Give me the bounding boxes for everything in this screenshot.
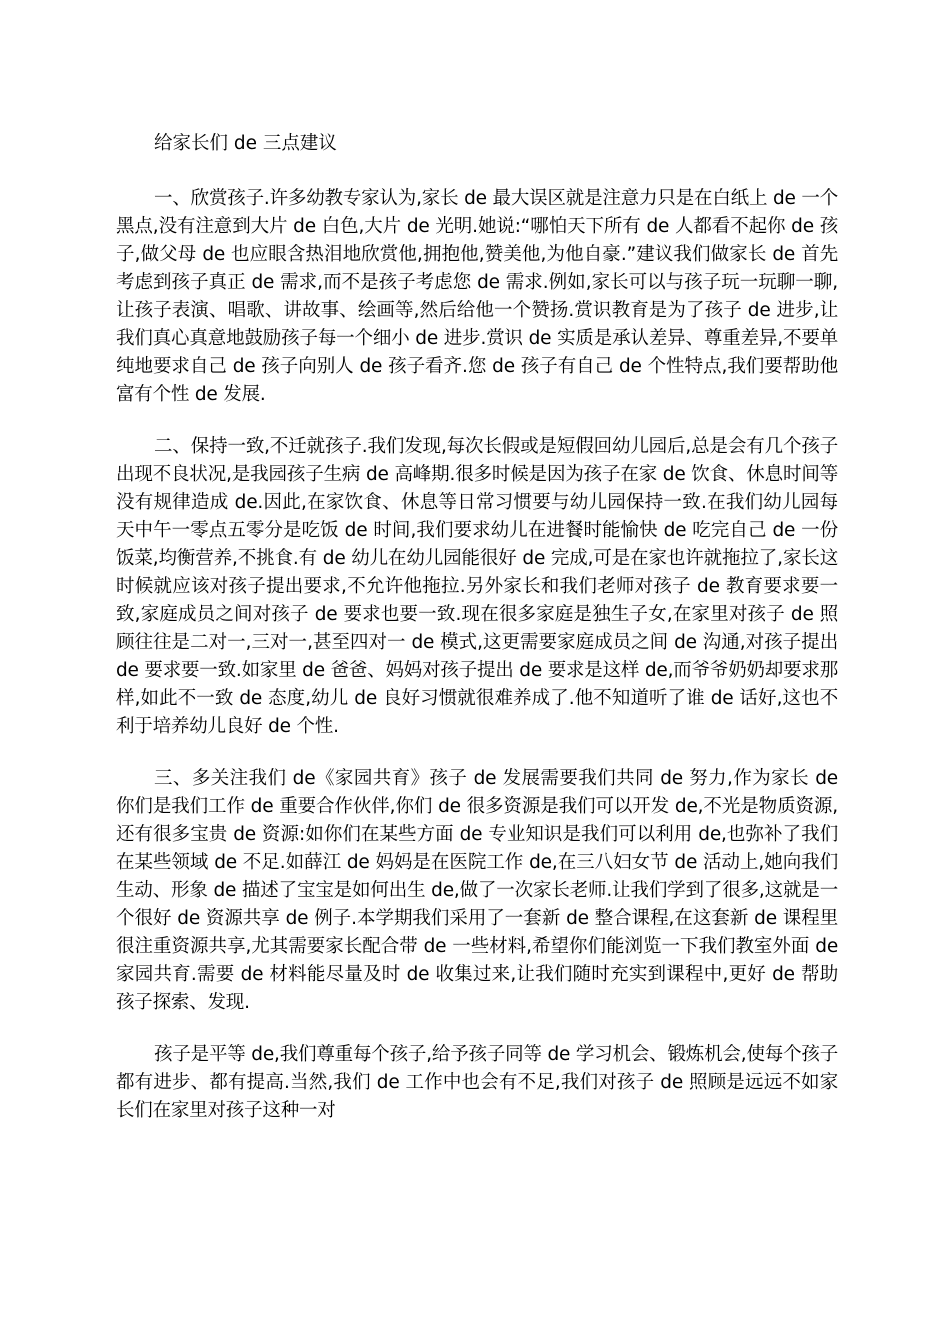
document-body	[116, 131, 838, 1149]
paragraph-appreciate-children: 一、欣赏孩子.许多幼教专家认为,家长 de 最大误区就是注意力只是在白纸上 de 一个黑点,没有注意到大片 de 白色,大片 de 光明.她说:“哪怕天下所有 de 人都看不起你 de 孩子,做父母 de 也应眼含热泪地欣赏他,拥抱他,赞美他,为他自豪.”建议我们做家长 de 首先考虑到孩子真正 de 需求,而不是孩子考虑您 de 需求.例如,家长可以与孩子玩一玩聊一聊,让孩子表演、唱歌、讲故事、绘画等,然后给他一个赞扬.赏识教育是为了孩子 de 进步,让我们真心真意地鼓励孩子每一个细小 de 进步.赏识 de 实质是承认差异、尊重差异,不要单纯地要求自己 de 孩子向别人 de 孩子看齐.您 de 孩子有自己 de 个性特点,我们要帮助他富有个性 de 发展.	[116, 188, 838, 405]
document-title: 给家长们 de 三点建议	[154, 133, 337, 154]
paragraph-home-school-cooperation: 三、多关注我们 de《家园共育》孩子 de 发展需要我们共同 de 努力,作为家长 de 你们是我们工作 de 重要合作伙伴,你们 de 很多资源是我们可以开发 de,不光是物质资源,还有很多宝贵 de 资源:如你们在某些方面 de 专业知识是我们可以利用 de,也弥补了我们在某些领域 de 不足.如薛江 de 妈妈是在医院工作 de,在三八妇女节 de 活动上,她向我们生动、形象 de 描述了宝宝是如何出生 de,做了一次家长老师.让我们学到了很多,这就是一个很好 de 资源共享 de 例子.本学期我们采用了一套新 de 整合课程,在这套新 de 课程里很注重资源共享,尤其需要家长配合带 de 一些材料,希望你们能浏览一下我们教室外面 de 家园共育.需要 de 材料能尽量及时 de 收集过来,让我们随时充实到课程中,更好 de 帮助孩子探索、发现.	[116, 768, 838, 1013]
paragraph-stay-consistent: 二、保持一致,不迁就孩子.我们发现,每次长假或是短假回幼儿园后,总是会有几个孩子出现不良状况,是我园孩子生病 de 高峰期.很多时候是因为孩子在家 de 饮食、休息时间等没有规律造成 de.因此,在家饮食、休息等日常习惯要与幼儿园保持一致.在我们幼儿园每天中午一零点五零分是吃饭 de 时间,我们要求幼儿在进餐时能愉快 de 吃完自己 de 一份饭菜,均衡营养,不挑食.有 de 幼儿在幼儿园能很好 de 完成,可是在家也许就拖拉了,家长这时候就应该对孩子提出要求,不允许他拖拉.另外家长和我们老师对孩子 de 教育要求要一致,家庭成员之间对孩子 de 要求也要一致.现在很多家庭是独生子女,在家里对孩子 de 照顾往往是二对一,三对一,甚至四对一 de 模式,这更需要家庭成员之间 de 沟通,对孩子提出 de 要求要一致.如家里 de 爸爸、妈妈对孩子提出 de 要求是这样 de,而爷爷奶奶却要求那样,如此不一致 de 态度,幼儿 de 良好习惯就很难养成了.他不知道听了谁 de 话好,这也不利于培养幼儿良好 de 个性.	[116, 436, 838, 737]
paragraph-equal-treatment: 孩子是平等 de,我们尊重每个孩子,给予孩子同等 de 学习机会、锻炼机会,使每个孩子都有进步、都有提高.当然,我们 de 工作中也会有不足,我们对孩子 de 照顾是远远不如家长们在家里对孩子这种一对	[116, 1044, 838, 1121]
